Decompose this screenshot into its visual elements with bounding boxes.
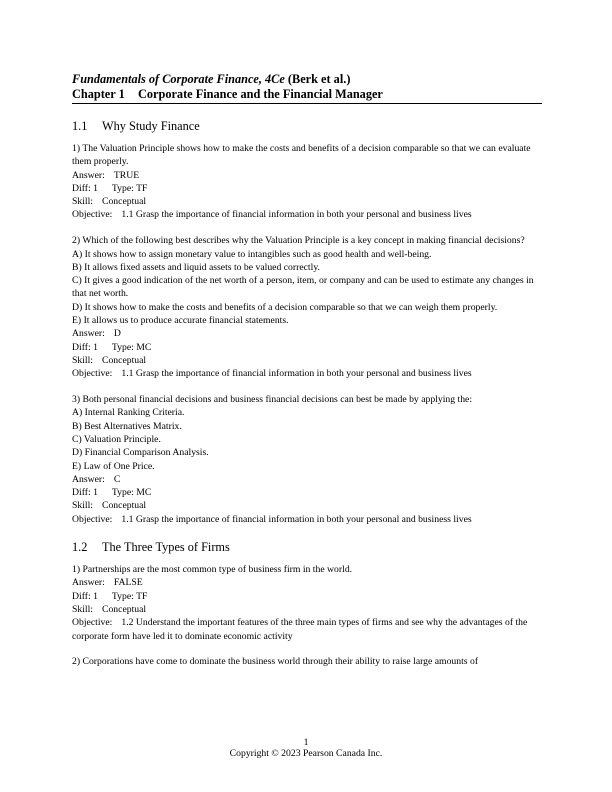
skill-value: Conceptual <box>102 603 147 615</box>
question-stem: 3) Both personal financial decisions and business financial decisions can best be made by applying the: <box>72 394 473 406</box>
difficulty: Diff: 1 <box>72 590 98 602</box>
answer-line <box>72 169 542 182</box>
answer-option: B) Best Alternatives Matrix. <box>72 420 182 432</box>
section-title: The Three Types of Firms <box>102 540 230 555</box>
question-type: Type: MC <box>111 341 152 353</box>
question-block <box>72 393 542 526</box>
question-stem: 1) Partnerships are the most common type of business firm in the world. <box>72 564 353 576</box>
answer-line <box>72 576 542 589</box>
answer-label: Answer: <box>72 169 105 181</box>
section-heading <box>72 540 542 555</box>
section-heading <box>72 119 542 134</box>
answer-option: E) It allows us to produce accurate financial statements. <box>72 315 289 327</box>
section-number: 1.2 <box>72 540 88 555</box>
objective-label: Objective: <box>72 209 113 221</box>
answer-label: Answer: <box>72 328 105 340</box>
answer-value: TRUE <box>113 169 140 181</box>
answer-option: E) Law of One Price. <box>72 460 155 472</box>
diff-line <box>72 182 542 195</box>
answer-value: FALSE <box>113 577 143 589</box>
answer-value: C <box>113 473 121 485</box>
section-1-1 <box>72 119 542 526</box>
chapter-number: Chapter 1 <box>72 87 125 101</box>
difficulty: Diff: 1 <box>72 487 98 499</box>
question-type: Type: TF <box>111 182 148 194</box>
question-type: Type: MC <box>111 487 152 499</box>
question-sections <box>72 119 542 643</box>
copyright-notice: Copyright © 2023 Pearson Canada Inc. <box>229 748 383 759</box>
diff-line <box>72 590 542 603</box>
answer-option: D) It shows how to make the costs and benefits of a decision comparable so that we can weigh them properly. <box>72 301 498 313</box>
objective-value: 1.1 Grasp the importance of financial information in both your personal and business lives <box>121 368 472 380</box>
skill-line <box>72 195 542 208</box>
skill-line <box>72 354 542 367</box>
objective-label: Objective: <box>72 368 113 380</box>
skill-line <box>72 603 542 616</box>
answer-line <box>72 473 542 486</box>
objective-line <box>72 208 542 221</box>
skill-line <box>72 499 542 512</box>
skill-label: Skill: <box>72 500 93 512</box>
diff-line <box>72 341 542 354</box>
book-header <box>72 72 542 87</box>
diff-line <box>72 486 542 499</box>
answer-option: B) It allows fixed assets and liquid assets to be valued correctly. <box>72 261 320 273</box>
objective-value: 1.1 Grasp the importance of financial information in both your personal and business lives <box>121 209 472 221</box>
answer-label: Answer: <box>72 577 105 589</box>
section-1-2 <box>72 540 542 643</box>
skill-value: Conceptual <box>102 354 147 366</box>
difficulty: Diff: 1 <box>72 341 98 353</box>
skill-label: Skill: <box>72 603 93 615</box>
objective-line <box>72 616 542 643</box>
answer-option: C) It gives a good indication of the net worth of a person, item, or company and can be used to estimate any changes in that net worth. <box>72 275 534 300</box>
difficulty: Diff: 1 <box>72 182 98 194</box>
answer-option: D) Financial Comparison Analysis. <box>72 447 209 459</box>
answer-line <box>72 327 542 340</box>
skill-value: Conceptual <box>102 196 147 208</box>
page-content <box>72 72 542 668</box>
section-title: Why Study Finance <box>102 119 200 133</box>
question-block <box>72 563 542 643</box>
question-block <box>72 142 542 222</box>
objective-label: Objective: <box>72 617 113 629</box>
chapter-title: Corporate Finance and the Financial Manager <box>138 87 383 101</box>
question-stem: 1) The Valuation Principle shows how to make the costs and benefits of a decision comparable so that we can evaluate them properly. <box>72 143 531 168</box>
objective-line <box>72 513 542 526</box>
objective-value: 1.2 Understand the important features of the three main types of firms and see why the advantages of the corporate form have led it to dominate economic activity <box>72 617 528 642</box>
answer-option: A) It shows how to assign monetary value to intangibles such as good health and well-being. <box>72 248 432 260</box>
section-number: 1.1 <box>72 119 88 133</box>
skill-label: Skill: <box>72 196 93 208</box>
question-block <box>72 234 542 380</box>
objective-value: 1.1 Grasp the importance of financial information in both your personal and business lives <box>121 513 472 525</box>
answer-option: C) Valuation Principle. <box>72 433 161 445</box>
skill-label: Skill: <box>72 354 93 366</box>
chapter-header <box>72 87 542 104</box>
answer-label: Answer: <box>72 473 105 485</box>
page-number: 1 <box>303 737 309 748</box>
objective-line <box>72 367 542 380</box>
question-type: Type: TF <box>111 590 148 602</box>
question-stem: 2) Which of the following best describes why the Valuation Principle is a key concept in making financial decisions? <box>72 235 525 247</box>
book-title: Fundamentals of Corporate Finance, 4Ce <box>72 72 285 86</box>
answer-option: A) Internal Ranking Criteria. <box>72 407 185 419</box>
partial-question: 2) Corporations have come to dominate the business world through their ability to raise large amounts of <box>72 655 479 667</box>
answer-value: D <box>113 328 121 340</box>
book-authors: (Berk et al.) <box>287 72 351 86</box>
skill-value: Conceptual <box>102 500 147 512</box>
objective-label: Objective: <box>72 513 113 525</box>
